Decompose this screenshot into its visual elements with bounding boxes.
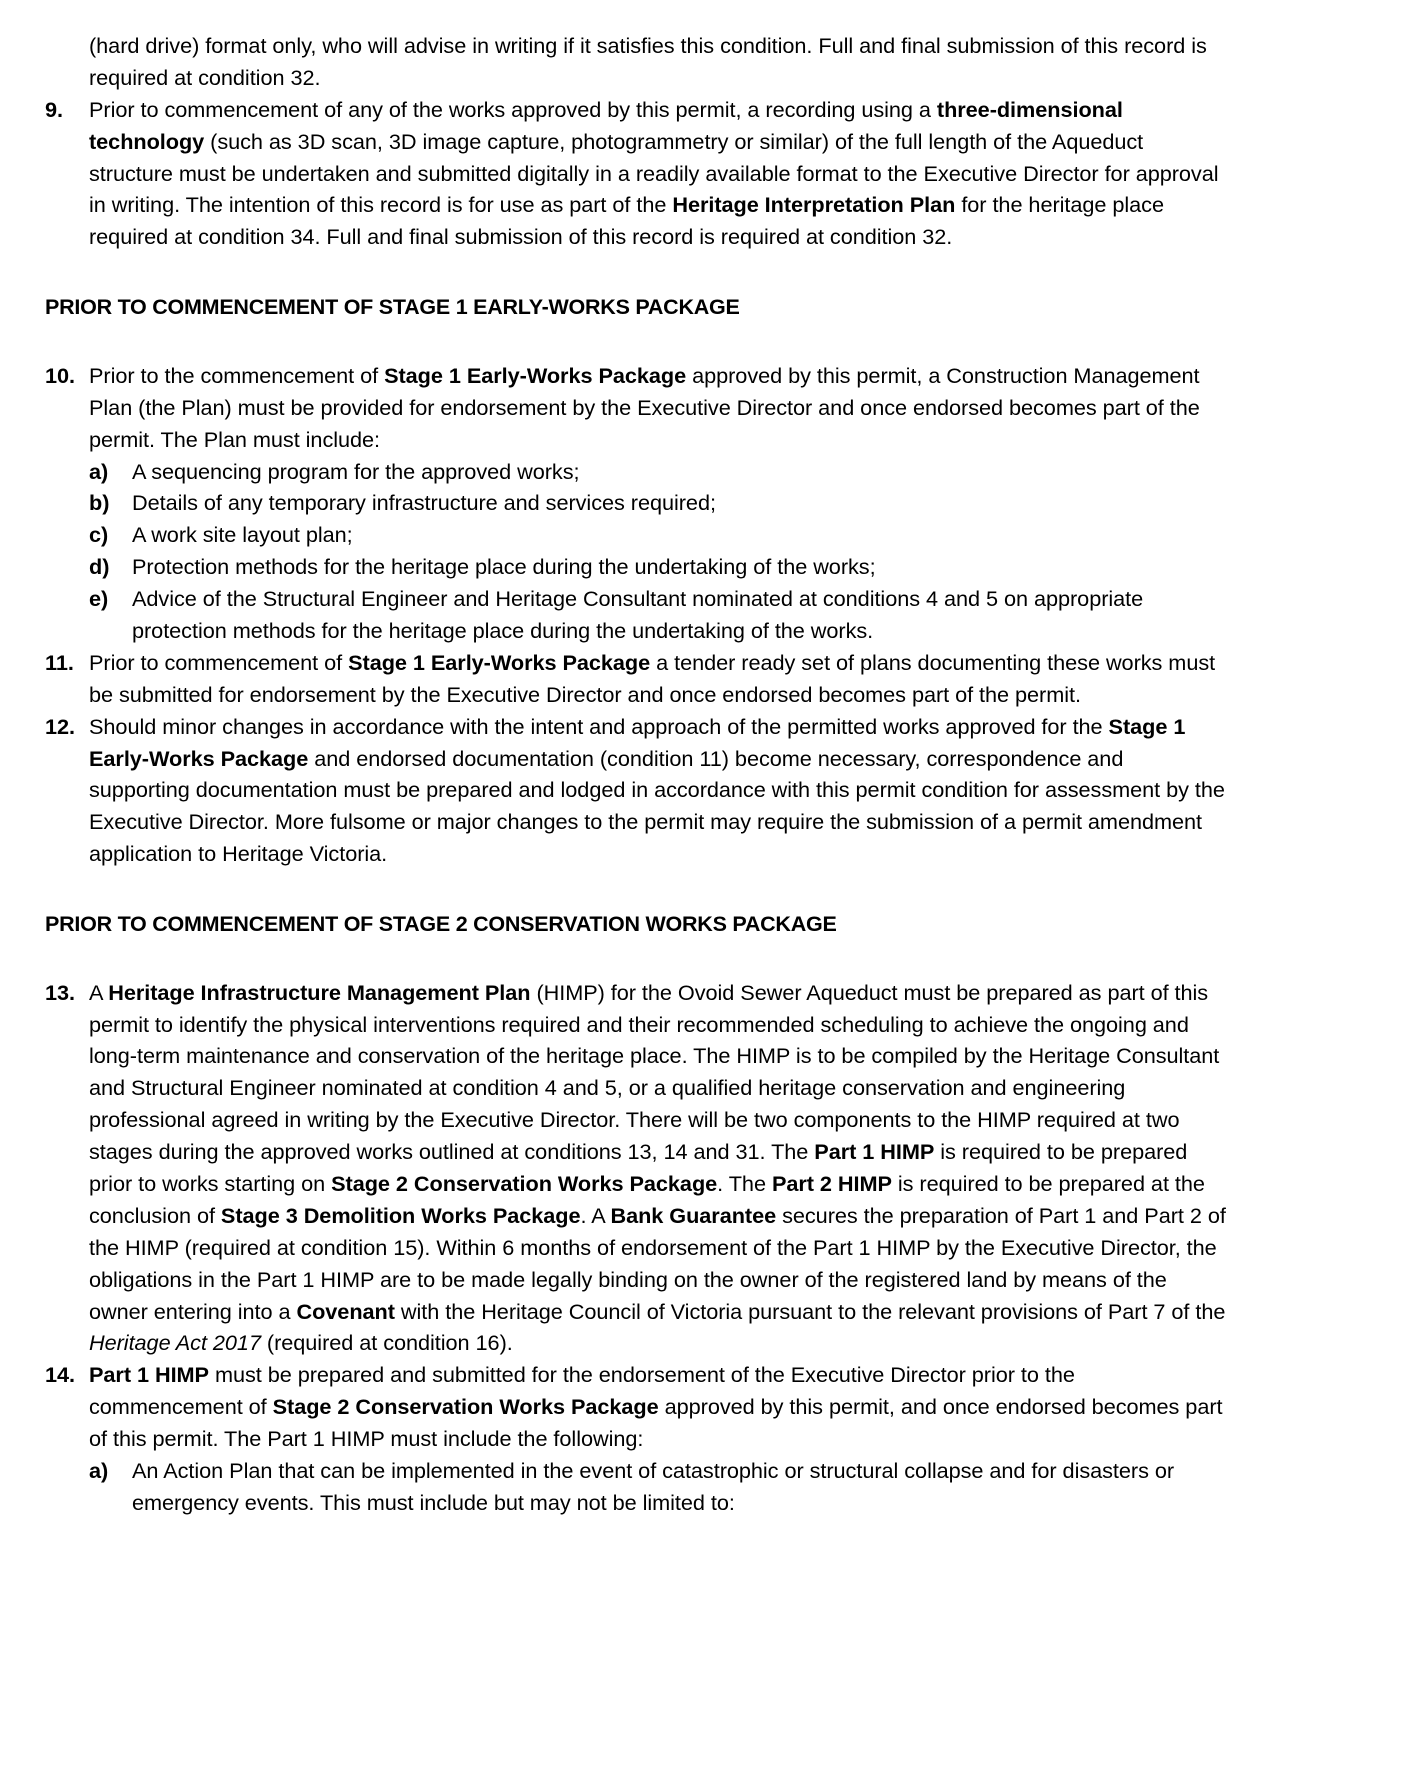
spacer <box>45 253 1226 292</box>
continuation-line-2: of this record is required at condition 32. <box>89 33 1207 90</box>
section-heading-stage-2: PRIOR TO COMMENCEMENT OF STAGE 2 CONSERVATION WORKS PACKAGE <box>45 912 837 937</box>
continuation-paragraph <box>89 30 1226 94</box>
continuation-line-1: (hard drive) format only, who will advise in writing if it satisfies this condition. Full and final submission <box>89 33 1055 58</box>
sub-item-text: A work site layout plan; <box>132 522 353 548</box>
list-item-condition-10 <box>45 360 1226 456</box>
item-body: A Heritage Infrastructure Management Plan (HIMP) for the Ovoid Sewer Aqueduct must be prepared as part of this permit to identify the physical interventions required and their recommended scheduling to achieve the ongoing and long-term maintenance and conservation of the heritage place. The HIMP is to be compiled by the Heritage Consultant and Structural Engineer nominated at condition 4 and 5, or a qualified heritage conservation and engineering professional agreed in writing by the Executive Director. There will be two components to the HIMP required at two stages during the approved works outlined at conditions 13, 14 and 31. The Part 1 HIMP is required to be prepared prior to works starting on Stage 2 Conservation Works Package. The Part 2 HIMP is required to be prepared at the conclusion of Stage 3 Demolition Works Package. A Bank Guarantee secures the preparation of Part 1 and Part 2 of the HIMP (required at condition 15). Within 6 months of endorsement of the Part 1 HIMP by the Executive Director, the obligations in the Part 1 HIMP are to be made legally binding on the owner of the registered land by means of the owner entering into a Covenant with the Heritage Council of Victoria pursuant to the relevant provisions of Part 7 of the Heritage Act 2017 (required at condition 16). <box>89 979 1226 1356</box>
item-body: Prior to commencement of any of the works approved by this permit, a recording using a three-dimensional technology (such as 3D scan, 3D image capture, photogrammetry or similar) of the full length of the Aqueduct structure must be undertaken and submitted digitally in a readily available format to the Executive Director for approval in writing. The intention of this record is for use as part of the Heritage Interpretation Plan for the heritage place required at condition 34. Full and final submission of this record is required at condition 32. <box>89 96 1219 250</box>
sublist-condition-10 <box>45 456 1226 647</box>
sub-item-text: A sequencing program for the approved works; <box>132 458 580 484</box>
item-number: 11. <box>45 649 74 675</box>
item-body: Should minor changes in accordance with the intent and approach of the permitted works approved for the Stage 1 Early-Works Package and endorsed documentation (condition 11) become necessary, correspondence and supporting documentation must be prepared and lodged in accordance with this permit condition for assessment by the Executive Director. More fulsome or major changes to the permit may require the submission of a permit amendment application to Heritage Victoria. <box>89 713 1225 867</box>
item-body: Part 1 HIMP must be prepared and submitted for the endorsement of the Executive Director prior to the commencement of Stage 2 Conservation Works Package approved by this permit, and once endorsed becomes part of this permit. The Part 1 HIMP must include the following: <box>89 1362 1223 1452</box>
sub-item-text: Details of any temporary infrastructure and services required; <box>132 490 716 516</box>
list-item-condition-14 <box>45 1359 1226 1455</box>
sub-item-letter: d) <box>89 554 110 580</box>
spacer <box>45 941 1226 977</box>
document-body <box>45 30 1226 1519</box>
sub-item-letter: e) <box>89 586 109 612</box>
sub-list-item <box>89 583 1226 647</box>
sub-item-letter: c) <box>89 522 109 548</box>
sub-list-item <box>89 1455 1226 1519</box>
spacer <box>45 870 1226 909</box>
sub-item-text: An Action Plan that can be implemented in the event of catastrophic or structural collapse and for disasters or emergency events. This must include but may not be limited to: <box>132 1458 1175 1515</box>
list-item-condition-9 <box>45 94 1226 253</box>
list-item-condition-11 <box>45 647 1226 711</box>
section-heading-stage-1: PRIOR TO COMMENCEMENT OF STAGE 1 EARLY-WORKS PACKAGE <box>45 295 740 320</box>
item-number: 13. <box>45 979 75 1005</box>
sub-item-letter: a) <box>89 458 109 484</box>
list-item-condition-12 <box>45 711 1226 870</box>
item-body: Prior to commencement of Stage 1 Early-Works Package a tender ready set of plans documenting these works must be submitted for endorsement by the Executive Director and once endorsed becomes part of the permit. <box>89 649 1216 707</box>
sub-list-item <box>89 551 1226 583</box>
sub-list-item <box>89 456 1226 488</box>
item-number: 10. <box>45 362 75 388</box>
sub-item-letter: b) <box>89 490 110 516</box>
sub-item-letter: a) <box>89 1458 109 1484</box>
sublist-condition-14 <box>45 1455 1226 1519</box>
item-number: 14. <box>45 1362 75 1388</box>
spacer <box>45 324 1226 360</box>
item-number: 9. <box>45 96 63 122</box>
sub-list-item <box>89 487 1226 519</box>
sub-list-item <box>89 519 1226 551</box>
sub-item-text: Protection methods for the heritage place during the undertaking of the works; <box>132 554 876 580</box>
list-item-condition-13 <box>45 977 1226 1360</box>
item-body: Prior to the commencement of Stage 1 Early-Works Package approved by this permit, a Construction Management Plan (the Plan) must be provided for endorsement by the Executive Director and once endorsed becomes part of the permit. The Plan must include: <box>89 362 1200 452</box>
item-number: 12. <box>45 713 75 739</box>
sub-item-text: Advice of the Structural Engineer and Heritage Consultant nominated at conditions 4 and 5 on appropriate protection methods for the heritage place during the undertaking of the works. <box>132 586 1144 643</box>
